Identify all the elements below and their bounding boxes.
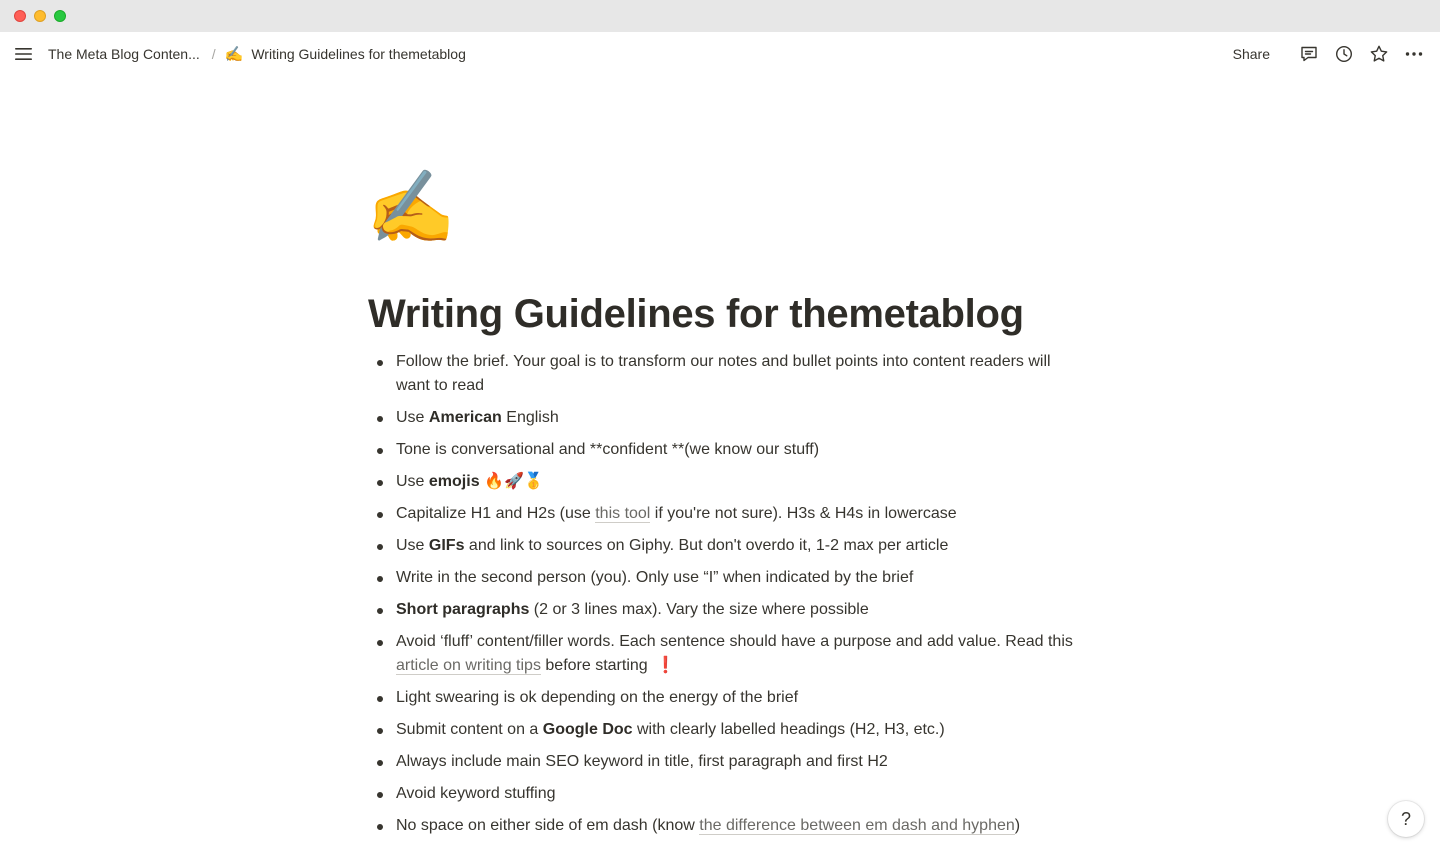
page-content xyxy=(368,350,1080,846)
list-item[interactable] xyxy=(368,814,1080,838)
list-item[interactable] xyxy=(368,406,1080,430)
list-item-text: Use xyxy=(396,409,429,426)
history-icon[interactable] xyxy=(1332,42,1356,66)
list-item[interactable] xyxy=(368,718,1080,742)
list-item-text: before starting xyxy=(540,657,648,674)
list-item-text: if you're not sure). H3s & H4s in lowercase xyxy=(650,505,957,522)
list-item[interactable] xyxy=(368,438,1080,462)
star-icon[interactable] xyxy=(1367,42,1391,66)
list-item-text: Light swearing is ok depending on the energy of the brief xyxy=(396,689,799,706)
list-item-text: ) xyxy=(1014,817,1021,834)
list-item-text: 🔥🚀🥇 xyxy=(479,473,544,490)
list-item-text: Always include main SEO keyword in title, first paragraph and first H2 xyxy=(396,753,888,770)
list-item[interactable] xyxy=(368,598,1080,622)
list-item-text: (2 or 3 lines max). Vary the size where possible xyxy=(529,601,869,618)
list-item-text: Use xyxy=(396,537,429,554)
list-item[interactable] xyxy=(368,630,1080,678)
list-item-text: Use xyxy=(396,473,429,490)
zoom-window-button[interactable] xyxy=(54,10,66,22)
em-dash-hyphen-link[interactable]: the difference between em dash and hyphen xyxy=(699,817,1015,834)
page-emoji-icon[interactable]: ✍️ xyxy=(366,168,456,248)
comment-icon[interactable] xyxy=(1297,42,1321,66)
share-button[interactable]: Share xyxy=(1232,46,1270,62)
exclamation-icon: ❗ xyxy=(655,657,676,674)
list-item-bold: emojis xyxy=(428,473,480,490)
list-item-bold: Short paragraphs xyxy=(396,601,530,618)
list-item[interactable] xyxy=(368,782,1080,806)
guidelines-list xyxy=(368,350,1080,838)
list-item-text: Submit content on a xyxy=(396,721,543,738)
list-item-text: Avoid keyword stuffing xyxy=(396,785,556,802)
list-item-text: Capitalize H1 and H2s (use xyxy=(396,505,596,522)
help-button[interactable]: ? xyxy=(1388,801,1424,837)
list-item-text: Follow the brief. Your goal is to transform our notes and bullet points into content readers will want to read xyxy=(396,353,1051,394)
list-item[interactable] xyxy=(368,470,1080,494)
breadcrumb xyxy=(48,32,466,76)
list-item-text: Tone is conversational and **confident **(we know our stuff) xyxy=(396,441,820,458)
list-item[interactable] xyxy=(368,750,1080,774)
window-titlebar xyxy=(0,0,1440,32)
list-item-bold: Google Doc xyxy=(542,721,633,738)
list-item[interactable] xyxy=(368,686,1080,710)
list-item[interactable] xyxy=(368,350,1080,398)
list-item-text: and link to sources on Giphy. But don't overdo it, 1-2 max per article xyxy=(464,537,949,554)
breadcrumb-parent[interactable]: The Meta Blog Conten... xyxy=(48,46,200,62)
breadcrumb-current[interactable] xyxy=(225,45,466,63)
list-item-bold: American xyxy=(428,409,502,426)
list-item-text: No space on either side of em dash (know xyxy=(396,817,700,834)
list-item-text: Avoid ‘fluff’ content/filler words. Each sentence should have a purpose and add value. Read this xyxy=(396,633,1073,650)
list-item-text: English xyxy=(501,409,559,426)
list-item-bold: GIFs xyxy=(428,537,465,554)
minimize-window-button[interactable] xyxy=(34,10,46,22)
breadcrumb-separator: / xyxy=(211,46,216,62)
list-item[interactable] xyxy=(368,502,1080,526)
list-item-text: with clearly labelled headings (H2, H3, etc.) xyxy=(632,721,945,738)
page-actions xyxy=(1233,32,1426,76)
breadcrumb-current-label: Writing Guidelines for themetablog xyxy=(251,46,466,62)
close-window-button[interactable] xyxy=(14,10,26,22)
list-item-text: Write in the second person (you). Only use “I” when indicated by the brief xyxy=(396,569,914,586)
more-icon[interactable] xyxy=(1402,42,1426,66)
writing-hand-icon: ✍️ xyxy=(224,46,244,63)
list-item[interactable] xyxy=(368,566,1080,590)
sidebar-menu-icon[interactable] xyxy=(12,42,36,66)
writing-tips-link[interactable]: article on writing tips xyxy=(396,657,541,674)
top-bar xyxy=(0,32,1440,76)
page-title[interactable]: Writing Guidelines for themetablog xyxy=(368,292,1024,336)
list-item[interactable] xyxy=(368,534,1080,558)
this-tool-link[interactable]: this tool xyxy=(595,505,651,522)
